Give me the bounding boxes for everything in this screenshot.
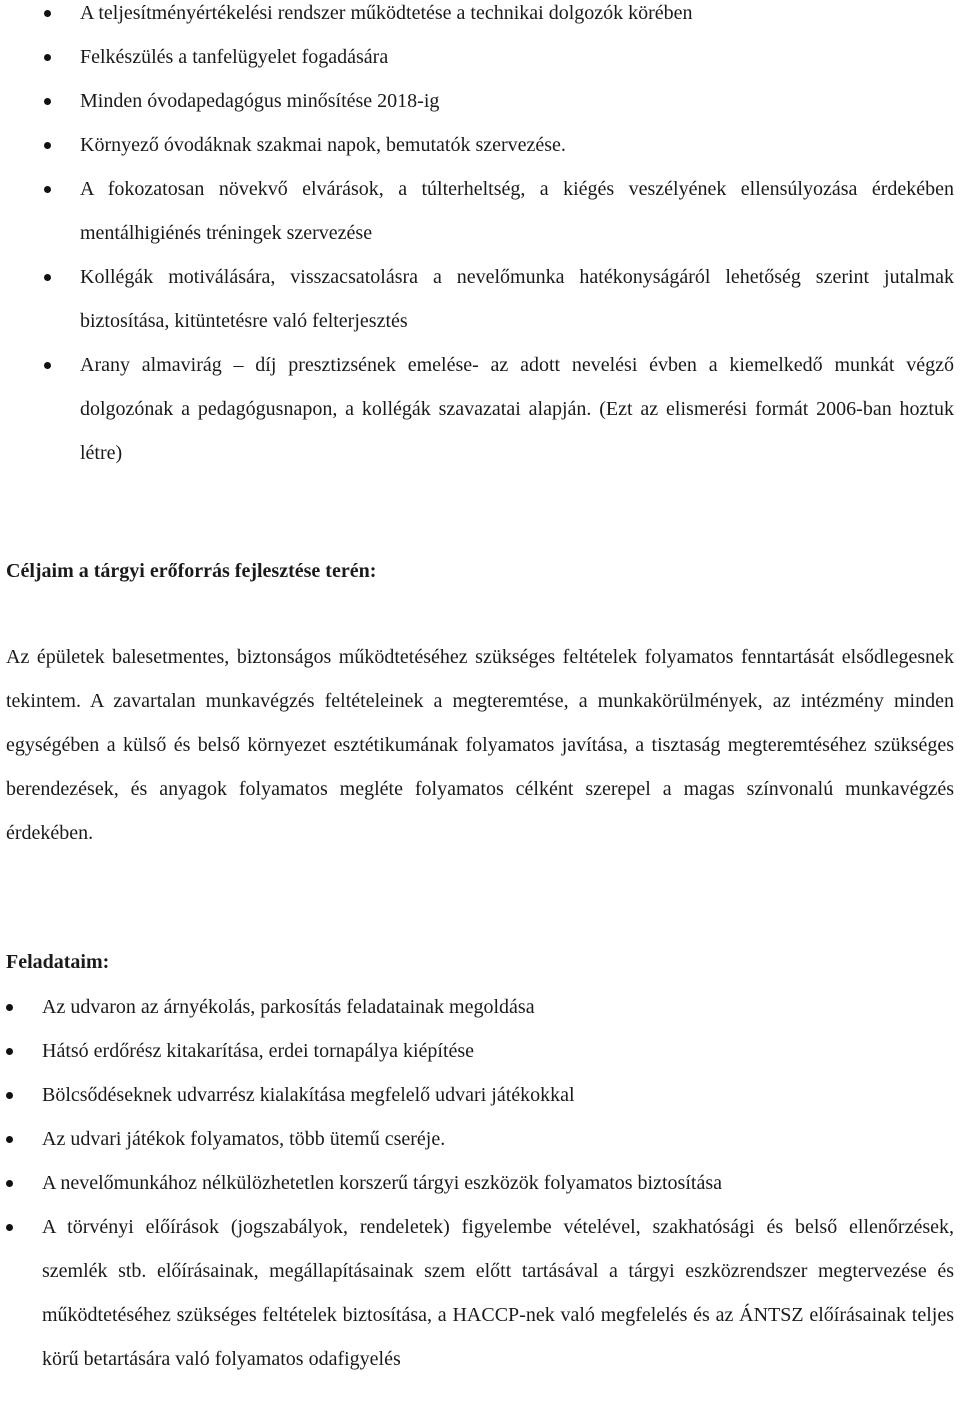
bullet-icon xyxy=(44,10,51,17)
list-item-text: A fokozatosan növekvő elvárások, a túlterheltség, a kiégés veszélyének ellensúlyozása érdekében mentálhigiénés tréningek szervezése xyxy=(80,178,954,244)
list-item-text: Az udvari játékok folyamatos, több ütemű cseréje. xyxy=(42,1128,446,1150)
bullet-icon xyxy=(44,274,51,281)
list-item xyxy=(80,255,954,343)
bullet-icon xyxy=(6,1048,13,1055)
list-item xyxy=(42,1029,954,1073)
list-item-text: A nevelőmunkához nélkülözhetetlen korszerű tárgyi eszközök folyamatos biztosítása xyxy=(42,1172,722,1194)
list-item xyxy=(80,79,954,123)
list-item xyxy=(42,985,954,1029)
bullet-icon xyxy=(44,362,51,369)
list-item xyxy=(80,35,954,79)
list-item xyxy=(80,343,954,475)
section-heading-tasks: Feladataim: xyxy=(6,951,110,973)
list-item-text: Kollégák motiválására, visszacsatolásra a nevelőmunka hatékonyságáról lehetőség szerint jutalmak biztosítása, kitüntetésre való felterjesztés xyxy=(80,266,954,332)
bullet-icon xyxy=(44,54,51,61)
section-paragraph: Az épületek balesetmentes, biztonságos működtetéséhez szükséges feltételek folyamatos fenntartását elsődlegesnek tekintem. A zavartalan munkavégzés feltételeinek a megteremtése, a munkakörülmények, az intézmény minden egységében a külső és belső környezet esztétikumának folyamatos javítása, a tisztaság megteremtéséhez szükséges berendezések, és anyagok folyamatos megléte folyamatos célként szerepel a magas színvonalú munkavégzés érdekében. xyxy=(6,646,954,844)
list-item-text: Bölcsődéseknek udvarrész kialakítása megfelelő udvari játékokkal xyxy=(42,1084,575,1106)
bullet-icon xyxy=(6,1092,13,1099)
list-item xyxy=(80,123,954,167)
bullet-icon xyxy=(6,1004,13,1011)
list-item xyxy=(42,1205,954,1381)
section-heading-material-resources: Céljaim a tárgyi erőforrás fejlesztése terén: xyxy=(6,560,377,582)
list-item xyxy=(80,0,954,35)
list-item xyxy=(80,167,954,255)
bullet-icon xyxy=(6,1136,13,1143)
list-item-text: Környező óvodáknak szakmai napok, bemutatók szervezése. xyxy=(80,134,566,156)
list-item-text: Minden óvodapedagógus minősítése 2018-ig xyxy=(80,90,440,112)
list-item xyxy=(42,1161,954,1205)
list-item-text: Arany almavirág – díj presztizsének emelése- az adott nevelési évben a kiemelkedő munkát végző dolgozónak a pedagógusnapon, a kollégák szavazatai alapján. (Ezt az elismerési formát 2006-ban hoztuk létre) xyxy=(80,354,954,464)
list-item-text: A törvényi előírások (jogszabályok, rendeletek) figyelembe vételével, szakhatósági és belső ellenőrzések, szemlék stb. előírásainak, megállapításainak szem előtt tartásával a tárgyi eszközrendszer megtervezése és működtetéséhez szükséges feltételek biztosítása, a HACCP-nek való megfelelés és az ÁNTSZ előírásainak teljes körű betartására való folyamatos odafigyelés xyxy=(42,1216,954,1370)
list-item-text: Az udvaron az árnyékolás, parkosítás feladatainak megoldása xyxy=(42,996,535,1018)
bullet-icon xyxy=(6,1180,13,1187)
bullet-icon xyxy=(44,142,51,149)
bullet-icon xyxy=(44,98,51,105)
bullet-icon xyxy=(6,1224,13,1231)
list-item-text: Hátsó erdőrész kitakarítása, erdei tornapálya kiépítése xyxy=(42,1040,475,1062)
goals-bullet-list xyxy=(80,0,954,475)
list-item-text: Felkészülés a tanfelügyelet fogadására xyxy=(80,46,389,68)
list-item xyxy=(42,1073,954,1117)
tasks-bullet-list xyxy=(42,985,954,1381)
list-item-text: A teljesítményértékelési rendszer működtetése a technikai dolgozók körében xyxy=(80,2,693,24)
list-item xyxy=(42,1117,954,1161)
bullet-icon xyxy=(44,186,51,193)
